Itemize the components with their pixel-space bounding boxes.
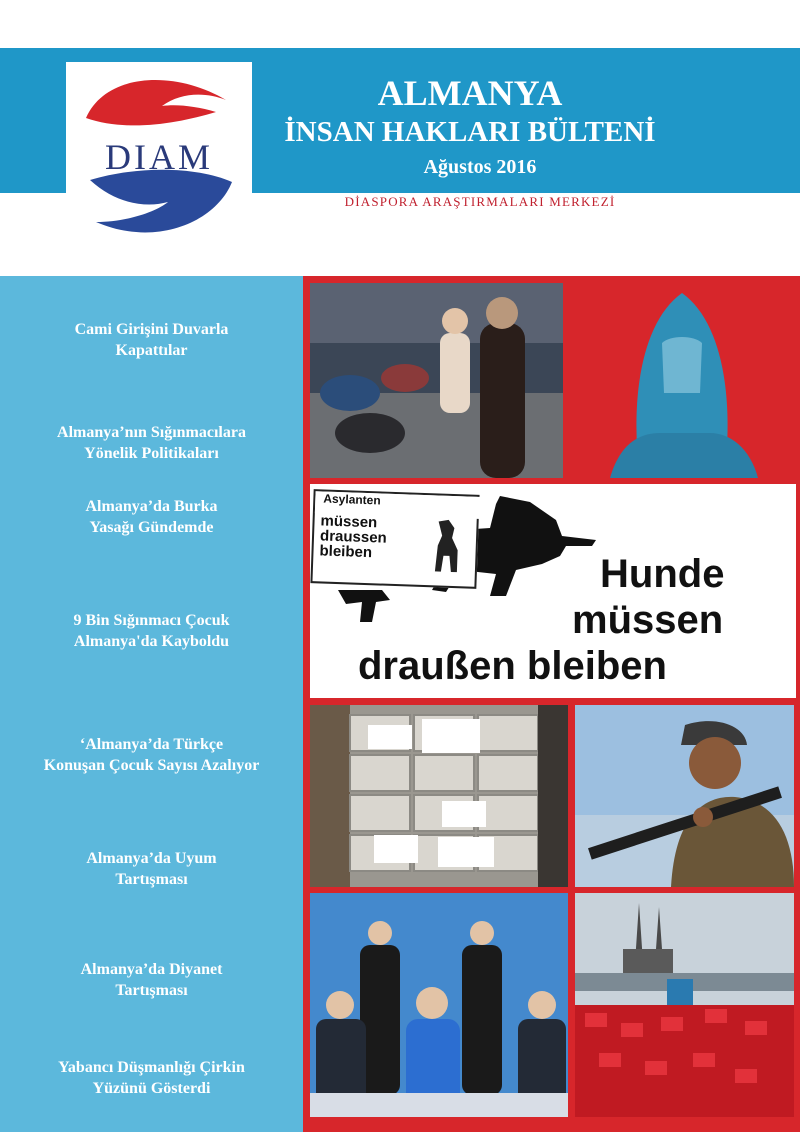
toc-item-line: Tartışması [115, 871, 188, 888]
asylanten-sign [310, 489, 479, 589]
toc-item[interactable] [0, 610, 303, 652]
toc-item[interactable] [0, 848, 303, 890]
refugees-photo [310, 283, 563, 478]
toc-item-line: Konuşan Çocuk Sayısı Azalıyor [43, 757, 260, 774]
asylanten-sign-line: draussen [319, 527, 388, 547]
toc-item-line: Almanya’nın Sığınmacılara [57, 424, 246, 441]
toc-item[interactable] [0, 422, 303, 464]
burqa-photo [570, 283, 794, 478]
toc-item-line: Yasağı Gündemde [89, 519, 214, 536]
asylanten-sign-line: müssen [320, 512, 378, 532]
toc-item-line: ‘Almanya’da Türkçe [79, 736, 224, 753]
dog-sign-line2: müssen [572, 598, 724, 642]
toc-item-line: Cami Girişini Duvarla [74, 321, 229, 338]
bricked-wall-photo [310, 705, 568, 887]
politicians-photo [310, 893, 568, 1117]
organization-name: DİASPORA ARAŞTIRMALARI MERKEZİ [344, 194, 616, 209]
toc-item-line: Tartışması [115, 982, 188, 999]
armed-man-photo [575, 705, 794, 887]
dog-sign-line1: Hunde [600, 552, 725, 596]
bulletin-date: Ağustos 2016 [423, 156, 537, 178]
small-dog-icon [427, 515, 469, 576]
toc-item[interactable] [0, 734, 303, 776]
toc-item[interactable] [0, 959, 303, 1001]
asylanten-sign-line: bleiben [319, 542, 373, 562]
toc-sidebar [0, 276, 303, 1132]
toc-item-line: Almanya’da Diyanet [80, 961, 223, 978]
toc-item[interactable] [0, 1057, 303, 1099]
toc-item-line: Almanya’da Burka [85, 498, 218, 515]
dog-sign-line3: draußen bleiben [358, 644, 667, 688]
cologne-rally-photo [575, 893, 794, 1117]
bulletin-title-country: ALMANYA [377, 73, 563, 113]
asylanten-sign-text [319, 513, 387, 560]
toc-item-line: Kapattılar [115, 342, 188, 359]
toc-item-line: Almanya'da Kayboldu [73, 633, 230, 650]
toc-item[interactable] [0, 496, 303, 538]
bulletin-title: İNSAN HAKLARI BÜLTENİ [284, 116, 656, 148]
toc-item-line: Yönelik Politikaları [84, 445, 219, 462]
toc-item[interactable] [0, 319, 303, 361]
logo-text: DIAM [105, 137, 213, 177]
toc-item-line: 9 Bin Sığınmacı Çocuk [73, 612, 230, 629]
toc-item-line: Yüzünü Gösterdi [92, 1080, 211, 1097]
toc-item-line: Yabancı Düşmanlığı Çirkin [58, 1059, 245, 1076]
diam-logo [66, 62, 252, 248]
toc-item-line: Almanya’da Uyum [86, 850, 217, 867]
asylanten-sign-header: Asylanten [315, 491, 486, 519]
